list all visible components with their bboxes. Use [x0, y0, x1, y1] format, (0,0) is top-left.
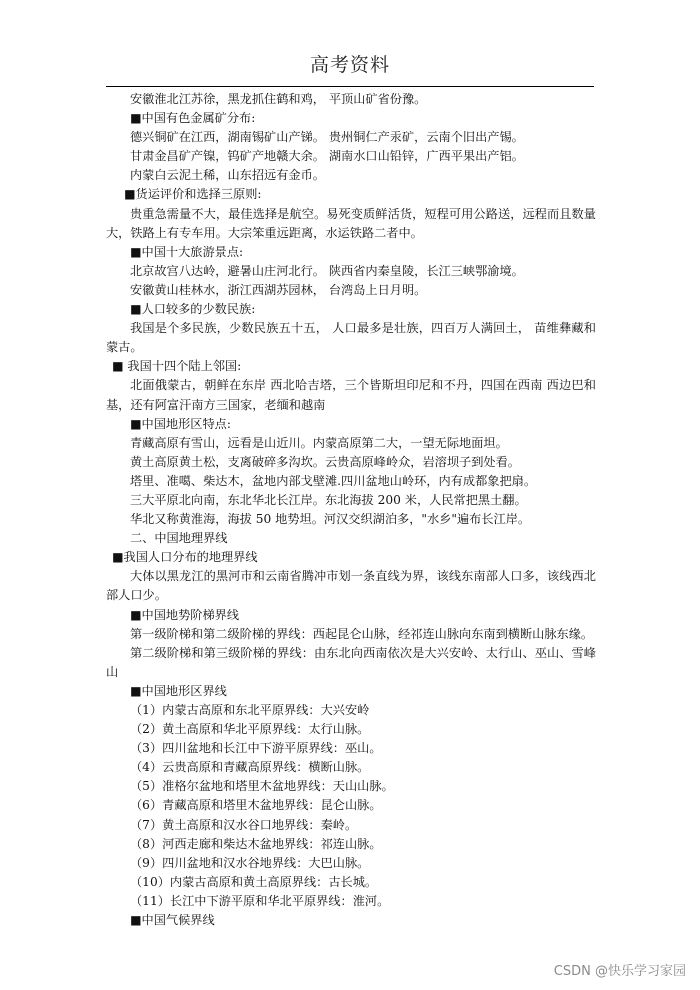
text-line: 第一级阶梯和第二级阶梯的界线：西起昆仑山脉，经祁连山脉向东南到横断山脉东缘。 — [130, 626, 594, 641]
text-line: 北面俄蒙古，朝鲜在东岸 西北哈吉塔，三个皆斯坦印尼和不丹，四国在西南 西边巴和基，还有阿富汗南方三国家，老缅和越南 — [106, 378, 596, 412]
text-line: （4）云贵高原和青藏高原界线：横断山脉。 — [130, 760, 370, 775]
csdn-watermark: CSDN @快乐学习家园 — [553, 964, 686, 979]
text-line: （3）四川盆地和长江中下游平原界线：巫山。 — [130, 741, 382, 756]
text-line: （6）青藏高原和塔里木盆地界线：昆仑山脉。 — [130, 798, 382, 813]
text-line: （8）河西走廊和柴达木盆地界线：祁连山脉。 — [130, 836, 382, 851]
section-heading: ■ 我国十四个陆上邻国: — [112, 359, 242, 374]
header-divider — [106, 86, 594, 87]
text-line: 甘肃金昌矿产镍，钨矿产地赣大余。 湖南水口山铅锌，广西平果出产铝。 — [130, 149, 524, 164]
text-line: 第二级阶梯和第三级阶梯的界线：由东北向西南依次是大兴安岭、太行山、巫山、雪峰山 — [106, 645, 596, 679]
text-line: 德兴铜矿在江西，湖南锡矿山产锑。 贵州铜仁产汞矿，云南个旧出产锡。 — [130, 130, 524, 145]
text-line: 安徽淮北江苏徐，黑龙抓住鹤和鸡， 平顶山矿省份豫。 — [130, 92, 427, 106]
text-line: 黄土高原黄土松，支离破碎多沟坎。云贵高原峰岭众，岩溶坝子到处看。 — [130, 454, 520, 469]
text-line: 我国是个多民族，少数民族五十五， 人口最多是壮族，四百万人满回土， 苗维彝藏和蒙古。 — [106, 321, 596, 355]
document-body — [106, 90, 596, 930]
text-line: 大体以黑龙江的黑河市和云南省腾冲市划一条直线为界，该线东南部人口多，该线西北部人口少。 — [106, 569, 596, 603]
text-line: 贵重急需量不大，最佳选择是航空。易死变质鲜活货，短程可用公路送，远程而且数量大，铁路上有专车用。大宗笨重远距离，水运铁路二者中。 — [106, 206, 596, 240]
text-line: 塔里、准噶、柴达木，盆地内部戈壁滩.四川盆地山岭环，内有成都象把扇。 — [130, 473, 537, 488]
section-heading: ■人口较多的少数民族: — [130, 302, 256, 317]
section-heading: ■货运评价和选择三原则: — [124, 187, 262, 202]
text-line: 三大平原北向南，东北华北长江岸。东北海拔 200 米，人民常把黑土翻。 — [130, 492, 527, 507]
page-header-title: 高考资料 — [309, 54, 390, 76]
text-line: （10）内蒙古高原和黄土高原界线：古长城。 — [130, 874, 378, 889]
text-line: （5）准格尔盆地和塔里木盆地界线：天山山脉。 — [130, 779, 394, 794]
section-heading: ■中国有色金属矿分布: — [130, 111, 256, 126]
section-heading: ■中国气候界线 — [130, 913, 215, 928]
text-line: （2）黄土高原和华北平原界线：太行山脉。 — [130, 722, 370, 737]
text-line: 华北又称黄淮海，海拔 50 地势坦。河汉交织湖泊多，"水乡"遍布长江岸。 — [130, 512, 531, 527]
section-heading: ■中国地形区特点: — [130, 416, 231, 431]
text-line: 安徽黄山桂林水，浙江西湖苏园林， 台湾岛上日月明。 — [130, 282, 427, 297]
section-heading: ■中国地势阶梯界线 — [130, 607, 240, 622]
text-line: 青藏高原有雪山，远看是山近川。内蒙高原第二大，一望无际地面坦。 — [130, 435, 508, 450]
text-line: （9）四川盆地和汉水谷地界线：大巴山脉。 — [130, 855, 370, 870]
text-line: 北京故宫八达岭，避暑山庄河北行。 陕西省内秦皇陵，长江三峡鄂渝境。 — [130, 263, 524, 278]
section-heading: ■中国十大旅游景点: — [130, 244, 244, 259]
section-heading: ■中国地形区界线 — [130, 683, 227, 698]
text-line: （1）内蒙古高原和东北平原界线：大兴安岭 — [130, 703, 370, 717]
text-line: 内蒙白云泥土稀，山东招远有金币。 — [130, 168, 325, 183]
section-heading: ■我国人口分布的地理界线 — [112, 550, 258, 565]
text-line: 二、中国地理界线 — [130, 531, 228, 546]
text-line: （7）黄土高原和汉水谷口地界线：秦岭。 — [130, 817, 358, 832]
text-line: （11）长江中下游平原和华北平原界线：淮河。 — [130, 893, 390, 908]
